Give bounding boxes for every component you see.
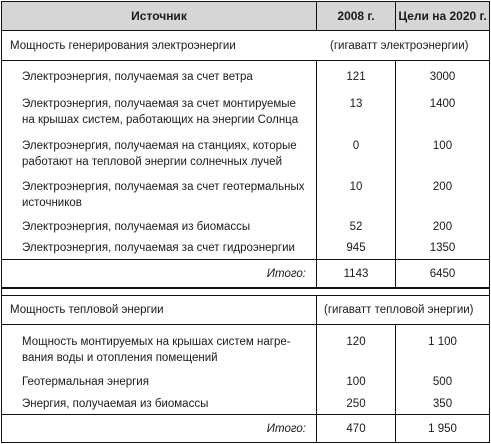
row-label: Энергия, получаемая из биомассы	[22, 398, 209, 410]
row-label: Мощность монтируемых на крышах систем нагре-	[22, 336, 291, 348]
row-label: Электроэнергия, получаемая за счет ветра	[22, 71, 253, 83]
row-2020: 350	[432, 398, 453, 410]
row-2020: 500	[432, 376, 453, 388]
row-2020: 200	[432, 181, 453, 193]
row-label: Электроэнергия, получаемая на станциях, которые	[22, 140, 297, 152]
row-2008: 121	[346, 71, 366, 83]
total-label: Итого:	[266, 423, 306, 435]
row-label-continued: работают на тепловой энергии солнечных лучей	[22, 156, 282, 168]
total-2020: 1 950	[428, 423, 457, 435]
total-rule	[2, 414, 489, 415]
section-title-thermal: Мощность тепловой энергии	[10, 304, 164, 316]
total-rule	[2, 259, 489, 260]
total-2020: 6450	[429, 268, 456, 280]
row-2020: 1400	[429, 98, 456, 110]
row-label: Геотермальная энергия	[22, 376, 149, 388]
row-2020: 1350	[429, 242, 456, 254]
section-unit-electric: (гигаватт электроэнергии)	[330, 40, 469, 52]
header-2008: 2008 г.	[337, 9, 375, 23]
row-2008: 100	[346, 376, 366, 388]
row-2008: 250	[346, 398, 366, 410]
row-2020: 1 100	[428, 336, 457, 348]
section-title-electric: Мощность генерирования электроэнергии	[10, 40, 236, 52]
row-label: Электроэнергия, получаемая из биомассы	[22, 221, 251, 233]
total-2008: 1143	[343, 268, 369, 280]
column-divider	[316, 296, 317, 324]
section-rule	[2, 60, 489, 61]
header-source: Источник	[131, 9, 187, 23]
total-label: Итого:	[266, 268, 306, 280]
row-label: Электроэнергия, получаемая за счет монтируемые	[22, 98, 296, 110]
row-2008: 120	[346, 336, 366, 348]
double-rule-bottom	[2, 295, 489, 296]
row-2020: 200	[432, 221, 453, 233]
section-unit-thermal: (гигаватт тепловой энергии)	[324, 304, 474, 316]
row-label-continued: источников	[22, 197, 82, 209]
row-2008: 945	[346, 242, 366, 254]
row-2008: 0	[352, 140, 360, 152]
row-label-continued: на крышах систем, работающих на энергии Солнца	[22, 114, 299, 126]
row-2008: 13	[349, 98, 363, 110]
row-label-continued: вания воды и отопления помещений	[22, 352, 218, 364]
section-rule	[2, 324, 489, 325]
row-label: Электроэнергия, получаемая за счет гидроэнергии	[22, 242, 295, 254]
row-label: Электроэнергия, получаемая за счет геотермальных	[22, 181, 305, 193]
row-2020: 3000	[429, 71, 456, 83]
total-2008: 470	[346, 423, 366, 435]
double-rule-top	[2, 287, 489, 289]
row-2008: 52	[349, 221, 363, 233]
header-2020: Цели на 2020 г.	[398, 9, 487, 23]
row-2008: 10	[349, 181, 363, 193]
header-rule	[2, 30, 489, 31]
row-2020: 100	[432, 140, 453, 152]
